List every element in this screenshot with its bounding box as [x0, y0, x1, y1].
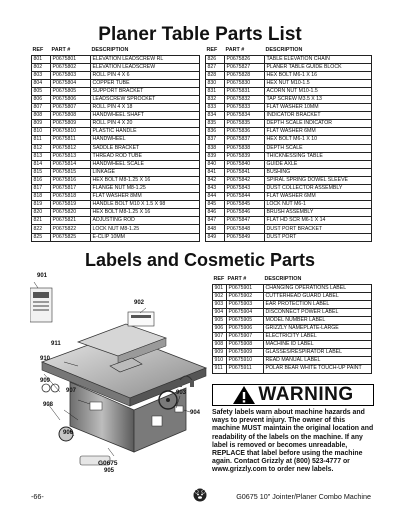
callout-903: 903: [176, 390, 187, 396]
description-cell: GUIDE AXLE: [265, 160, 372, 168]
ref-cell: 828: [206, 71, 225, 79]
ref-cell: 845: [206, 201, 225, 209]
part-number-cell: P0675801: [51, 55, 91, 63]
part-number-cell: P0675802: [51, 63, 91, 71]
table-row: [206, 201, 372, 209]
part-number-cell: P0675818: [51, 193, 91, 201]
warning-triangle-icon: [232, 385, 256, 405]
callout-908: 908: [43, 402, 54, 408]
part-number-cell: P0675836: [225, 128, 265, 136]
ref-cell: 809: [32, 120, 51, 128]
part-number-cell: P0675843: [225, 185, 265, 193]
description-cell: DEPTH SCALE INDICATOR: [265, 120, 372, 128]
table-row: [206, 176, 372, 184]
description-cell: HANDWHEEL SCALE: [91, 160, 200, 168]
table-row: [32, 233, 200, 241]
ref-cell: 908: [213, 341, 227, 349]
description-cell: MACHINE ID LABEL: [264, 341, 372, 349]
description-cell: SUPPORT BRACKET: [91, 87, 200, 95]
description-cell: HEX BOLT M6-1 X 16: [265, 71, 372, 79]
description-cell: E-CLIP 10MM: [91, 233, 200, 241]
part-number-cell: P0675810: [51, 128, 91, 136]
part-number-cell: P0675807: [51, 104, 91, 112]
ref-cell: 807: [32, 104, 51, 112]
part-number-cell: P0675804: [51, 79, 91, 87]
header-part: PART #: [225, 47, 245, 54]
callout-910: 910: [40, 356, 51, 362]
table-row: [32, 185, 200, 193]
callout-906: 906: [63, 430, 74, 436]
page-number: -66-: [31, 492, 44, 501]
ref-cell: 833: [206, 104, 225, 112]
ref-cell: 827: [206, 63, 225, 71]
header-part: PART #: [51, 47, 71, 54]
parts-table-right: [205, 46, 372, 242]
header-part: PART #: [227, 276, 247, 283]
table-row: [213, 316, 372, 324]
ref-cell: 837: [206, 136, 225, 144]
description-cell: PLASTIC HANDLE: [91, 128, 200, 136]
part-number-cell: P0675833: [225, 104, 265, 112]
description-cell: HANDWHEEL SHAFT: [91, 112, 200, 120]
part-number-cell: P0675847: [225, 217, 265, 225]
part-number-cell: P0675811: [51, 136, 91, 144]
description-cell: CUTTERHEAD GUARD LABEL: [264, 292, 372, 300]
callout-907: 907: [66, 388, 77, 394]
description-cell: READ MANUAL LABEL: [264, 357, 372, 365]
description-cell: DUST COLLECTOR ASSEMBLY: [265, 185, 372, 193]
ref-cell: 907: [213, 333, 227, 341]
ref-cell: 802: [32, 63, 51, 71]
ref-cell: 826: [206, 55, 225, 63]
table-row: [32, 168, 200, 176]
table-row: [32, 152, 200, 160]
table-row: [206, 144, 372, 152]
header-ref: REF: [213, 276, 225, 283]
description-cell: HEX BOLT M8-1.25 X 16: [91, 176, 200, 184]
table-row: [32, 193, 200, 201]
machine-illustration: [30, 270, 210, 470]
ref-cell: 814: [32, 160, 51, 168]
table-header-row: [206, 46, 372, 55]
table-row: [206, 152, 372, 160]
table-row: [206, 209, 372, 217]
ref-cell: 805: [32, 87, 51, 95]
description-cell: FLAT WASHER 10MM: [265, 104, 372, 112]
ref-cell: 905: [213, 316, 227, 324]
table-row: [32, 217, 200, 225]
part-number-cell: P0675903: [227, 300, 264, 308]
table-row: [32, 112, 200, 120]
description-cell: DUST PORT: [265, 233, 372, 241]
description-cell: ACORN NUT M10-1.5: [265, 87, 372, 95]
page-title: Planer Table Parts List: [98, 24, 302, 45]
ref-cell: 847: [206, 217, 225, 225]
ref-cell: 834: [206, 112, 225, 120]
ref-cell: 904: [213, 308, 227, 316]
description-cell: ELEVATION LEADSCREW: [91, 63, 200, 71]
table-row: [206, 185, 372, 193]
grizzly-bear-logo-icon: [193, 488, 207, 502]
description-cell: FLAT WASHER 8MM: [91, 193, 200, 201]
part-number-cell: P0675815: [51, 168, 91, 176]
ref-cell: 808: [32, 112, 51, 120]
part-number-cell: P0675826: [225, 55, 265, 63]
table-row: [206, 63, 372, 71]
model-on-machine: G0675: [98, 460, 118, 467]
part-number-cell: P0675834: [225, 112, 265, 120]
description-cell: EAR PROTECTION LABEL: [264, 300, 372, 308]
ref-cell: 841: [206, 168, 225, 176]
part-number-cell: P0675809: [51, 120, 91, 128]
table-row: [206, 71, 372, 79]
table-row: [206, 55, 372, 63]
table-row: [32, 120, 200, 128]
ref-cell: 846: [206, 209, 225, 217]
header-ref: REF: [206, 47, 218, 54]
description-cell: TABLE ELEVATION CHAIN: [265, 55, 372, 63]
table-row: [32, 136, 200, 144]
description-cell: SPIRAL SPRING DOWEL SLEEVE: [265, 176, 372, 184]
table-row: [206, 233, 372, 241]
description-cell: FLAT WASHER 6MM: [265, 193, 372, 201]
ref-cell: 804: [32, 79, 51, 87]
ref-cell: 818: [32, 193, 51, 201]
ref-cell: 832: [206, 95, 225, 103]
ref-cell: 812: [32, 144, 51, 152]
table-row: [32, 87, 200, 95]
description-cell: ROLL PIN 4 X 20: [91, 120, 200, 128]
table-row: [206, 95, 372, 103]
part-number-cell: P0675832: [225, 95, 265, 103]
part-number-cell: P0675808: [51, 112, 91, 120]
table-row: [213, 341, 372, 349]
description-cell: ROLL PIN 4 X 6: [91, 71, 200, 79]
ref-cell: 840: [206, 160, 225, 168]
description-cell: ELEVATION LEADSCREW RL: [91, 55, 200, 63]
table-row: [206, 104, 372, 112]
part-number-cell: P0675905: [227, 316, 264, 324]
part-number-cell: P0675817: [51, 185, 91, 193]
ref-cell: 836: [206, 128, 225, 136]
ref-cell: 825: [32, 233, 51, 241]
ref-cell: 906: [213, 324, 227, 332]
table-header-row: [213, 275, 372, 284]
table-row: [32, 225, 200, 233]
part-number-cell: P0675848: [225, 225, 265, 233]
part-number-cell: P0675849: [225, 233, 265, 241]
table-row: [206, 168, 372, 176]
table-row: [206, 225, 372, 233]
description-cell: FLAT WASHER 6MM: [265, 128, 372, 136]
table-row: [213, 365, 372, 373]
description-cell: FLAT HD SCR M6-1 X 14: [265, 217, 372, 225]
description-cell: ELECTRICITY LABEL: [264, 333, 372, 341]
parts-table-left: [31, 46, 200, 242]
description-cell: INDICATOR BRACKET: [265, 112, 372, 120]
description-cell: ADJUSTING ROD: [91, 217, 200, 225]
ref-cell: 820: [32, 209, 51, 217]
table-row: [206, 160, 372, 168]
part-number-cell: P0675846: [225, 209, 265, 217]
description-cell: LOCK NUT M8-1.25: [91, 225, 200, 233]
ref-cell: 816: [32, 176, 51, 184]
part-number-cell: P0675825: [51, 233, 91, 241]
table-row: [32, 79, 200, 87]
ref-cell: 830: [206, 79, 225, 87]
description-cell: LINKAGE: [91, 168, 200, 176]
table-row: [32, 144, 200, 152]
header-description: DESCRIPTION: [265, 47, 303, 54]
ref-cell: 817: [32, 185, 51, 193]
ref-cell: 815: [32, 168, 51, 176]
description-cell: FLANGE NUT M8-1.25: [91, 185, 200, 193]
part-number-cell: P0675839: [225, 152, 265, 160]
part-number-cell: P0675845: [225, 201, 265, 209]
ref-cell: 821: [32, 217, 51, 225]
description-cell: MODEL NUMBER LABEL: [264, 316, 372, 324]
part-number-cell: P0675831: [225, 87, 265, 95]
ref-cell: 801: [32, 55, 51, 63]
warning-box: [212, 384, 374, 475]
part-number-cell: P0675907: [227, 333, 264, 341]
part-number-cell: P0675835: [225, 120, 265, 128]
part-number-cell: P0675828: [225, 71, 265, 79]
ref-cell: 819: [32, 201, 51, 209]
part-number-cell: P0675902: [227, 292, 264, 300]
part-number-cell: P0675812: [51, 144, 91, 152]
ref-cell: 813: [32, 152, 51, 160]
description-cell: PLANER TABLE GUIDE BLOCK: [265, 63, 372, 71]
callout-904: 904: [190, 410, 201, 416]
warning-text: Safety labels warn about machine hazards and ways to prevent injury. The owner of this machine MUST maintain the original location and readability of the labels on the machine. If any label is removed or becomes unreadable, REPLACE that label before using the machine again. Contact Grizzly at (800) 523-4777 or www.grizzly.com to order new labels.: [212, 409, 374, 474]
part-number-cell: P0675841: [225, 168, 265, 176]
table-row: [32, 95, 200, 103]
description-cell: ROLL PIN 4 X 18: [91, 104, 200, 112]
description-cell: COPPER TUBE: [91, 79, 200, 87]
ref-cell: 901: [213, 284, 227, 292]
table-row: [32, 71, 200, 79]
table-row: [213, 333, 372, 341]
machine-drawing: [30, 270, 210, 470]
table-row: [206, 128, 372, 136]
table-row: [32, 160, 200, 168]
description-cell: GRIZZLY NAMEPLATE-LARGE: [264, 324, 372, 332]
description-cell: GLASSES/RESPIRATOR LABEL: [264, 349, 372, 357]
ref-cell: 838: [206, 144, 225, 152]
description-cell: DISCONNECT POWER LABEL: [264, 308, 372, 316]
callout-905: 905: [104, 468, 115, 474]
ref-cell: 803: [32, 71, 51, 79]
warning-header: [212, 384, 374, 406]
part-number-cell: P0675830: [225, 79, 265, 87]
part-number-cell: P0675906: [227, 324, 264, 332]
table-row: [206, 217, 372, 225]
ref-cell: 902: [213, 292, 227, 300]
table-row: [213, 300, 372, 308]
ref-cell: 843: [206, 185, 225, 193]
part-number-cell: P0675814: [51, 160, 91, 168]
labels-parts-table: [212, 275, 372, 374]
table-row: [206, 79, 372, 87]
description-cell: HEX BOLT M8-1.25 X 16: [91, 209, 200, 217]
header-description: DESCRIPTION: [91, 47, 129, 54]
part-number-cell: P0675842: [225, 176, 265, 184]
callout-902: 902: [134, 300, 145, 306]
table-row: [213, 308, 372, 316]
ref-cell: 844: [206, 193, 225, 201]
part-number-cell: P0675901: [227, 284, 264, 292]
part-number-cell: P0675911: [227, 365, 264, 373]
table-row: [206, 112, 372, 120]
ref-cell: 806: [32, 95, 51, 103]
part-number-cell: P0675910: [227, 357, 264, 365]
part-number-cell: P0675909: [227, 349, 264, 357]
description-cell: THICKNESSING TABLE: [265, 152, 372, 160]
table-row: [206, 87, 372, 95]
warning-heading: WARNING: [258, 384, 354, 405]
part-number-cell: P0675819: [51, 201, 91, 209]
table-row: [213, 292, 372, 300]
part-number-cell: P0675844: [225, 193, 265, 201]
description-cell: DUST PORT BRACKET: [265, 225, 372, 233]
ref-cell: 848: [206, 225, 225, 233]
table-row: [32, 104, 200, 112]
table-row: [213, 357, 372, 365]
table-row: [32, 176, 200, 184]
part-number-cell: P0675816: [51, 176, 91, 184]
part-number-cell: P0675820: [51, 209, 91, 217]
ref-cell: 910: [213, 357, 227, 365]
part-number-cell: P0675822: [51, 225, 91, 233]
table-row: [206, 136, 372, 144]
table-row: [32, 55, 200, 63]
header-ref: REF: [32, 47, 44, 54]
table-row: [206, 120, 372, 128]
part-number-cell: P0675837: [225, 136, 265, 144]
part-number-cell: P0675805: [51, 87, 91, 95]
table-row: [213, 324, 372, 332]
description-cell: HEX BOLT M6-1 X 10: [265, 136, 372, 144]
description-cell: HANDLE BOLT M10 X 1.5 X 98: [91, 201, 200, 209]
callout-911: 911: [51, 341, 61, 347]
ref-cell: 835: [206, 120, 225, 128]
table-row: [206, 193, 372, 201]
ref-cell: 839: [206, 152, 225, 160]
ref-cell: 810: [32, 128, 51, 136]
header-description: DESCRIPTION: [264, 276, 302, 283]
description-cell: LOCK NUT M6-1: [265, 201, 372, 209]
table-header-row: [32, 46, 200, 55]
ref-cell: 811: [32, 136, 51, 144]
ref-cell: 903: [213, 300, 227, 308]
description-cell: THREAD ROD TUBE: [91, 152, 200, 160]
description-cell: DEPTH SCALE: [265, 144, 372, 152]
callout-901: 901: [37, 273, 48, 279]
table-row: [213, 349, 372, 357]
part-number-cell: P0675904: [227, 308, 264, 316]
description-cell: BRUSH ASSEMBLY: [265, 209, 372, 217]
description-cell: CHANGING OPERATIONS LABEL: [264, 284, 372, 292]
table-row: [32, 63, 200, 71]
part-number-cell: P0675806: [51, 95, 91, 103]
callout-909: 909: [40, 378, 51, 384]
machine-name: G0675 10" Jointer/Planer Combo Machine: [236, 492, 371, 501]
ref-cell: 911: [213, 365, 227, 373]
part-number-cell: P0675908: [227, 341, 264, 349]
description-cell: HANDWHEEL: [91, 136, 200, 144]
ref-cell: 849: [206, 233, 225, 241]
table-row: [213, 284, 372, 292]
part-number-cell: P0675821: [51, 217, 91, 225]
ref-cell: 822: [32, 225, 51, 233]
table-row: [32, 201, 200, 209]
description-cell: LEADSCREW SPROCKET: [91, 95, 200, 103]
ref-cell: 842: [206, 176, 225, 184]
part-number-cell: P0675827: [225, 63, 265, 71]
part-number-cell: P0675838: [225, 144, 265, 152]
description-cell: HEX NUT M10-1.5: [265, 79, 372, 87]
description-cell: TAP SCREW M3.5 X 13: [265, 95, 372, 103]
part-number-cell: P0675840: [225, 160, 265, 168]
ref-cell: 831: [206, 87, 225, 95]
description-cell: BUSHING: [265, 168, 372, 176]
labels-section-title: Labels and Cosmetic Parts: [84, 250, 316, 270]
part-number-cell: P0675803: [51, 71, 91, 79]
description-cell: POLAR BEAR WHITE TOUCH-UP PAINT: [264, 365, 372, 373]
ref-cell: 909: [213, 349, 227, 357]
part-number-cell: P0675813: [51, 152, 91, 160]
table-row: [32, 209, 200, 217]
table-row: [32, 128, 200, 136]
description-cell: SADDLE BRACKET: [91, 144, 200, 152]
